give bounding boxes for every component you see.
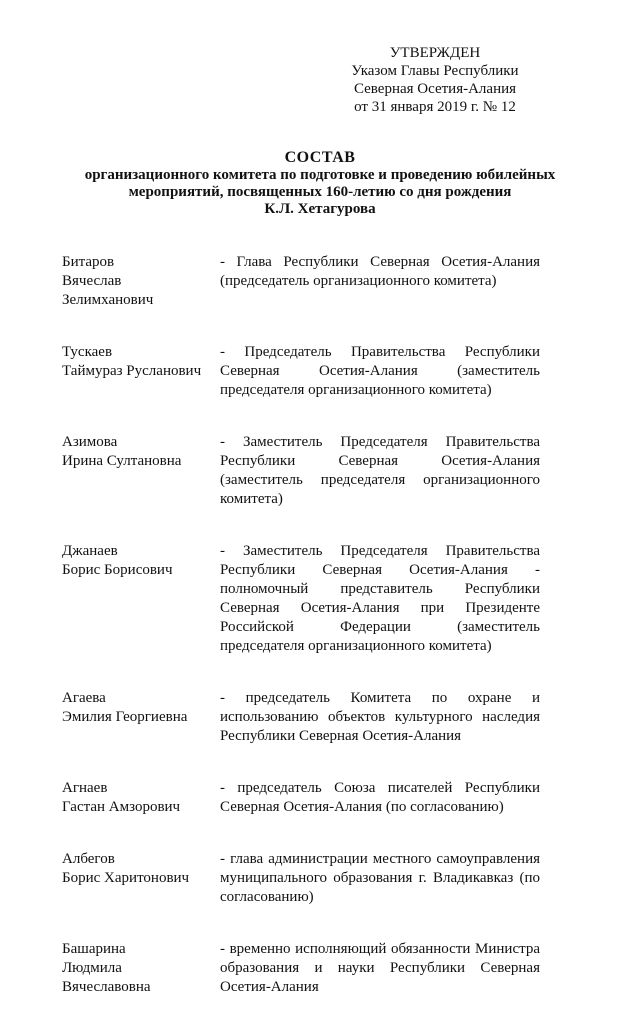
member-entry <box>62 433 542 509</box>
member-surname: Джанаев <box>62 543 118 559</box>
member-name <box>62 542 220 656</box>
member-name <box>62 433 220 509</box>
member-entry <box>62 343 542 400</box>
approval-decree: Указом Главы Республики <box>351 63 519 79</box>
approval-date-number: от 31 января 2019 г. № 12 <box>354 99 516 115</box>
member-given-name: Таймураз Русланович <box>62 363 202 379</box>
member-role: - Глава Республики Северная Осетия-Алания (председатель организационного комитета) <box>220 254 540 289</box>
member-name <box>62 940 220 997</box>
member-role: - Заместитель Председателя Правительства Республики Северная Осетия-Алания (заместитель председателя организационного комитета) <box>220 434 540 507</box>
title-line-1: организационного комитета по подготовке и проведению юбилейных <box>84 167 556 183</box>
member-given-name: Борис Харитонович <box>62 870 190 886</box>
approval-stamp <box>335 44 535 116</box>
member-surname: Азимова <box>62 434 118 450</box>
member-name <box>62 689 220 746</box>
approval-republic: Северная Осетия-Алания <box>353 81 517 97</box>
member-entry <box>62 253 542 310</box>
member-name <box>62 343 220 400</box>
title-line-2: мероприятий, посвященных 160-летию со дня рождения <box>128 184 512 200</box>
member-surname: Тускаев <box>62 344 113 360</box>
member-surname: Агаева <box>62 690 106 706</box>
member-given-name: Вячеслав <box>62 273 122 289</box>
member-patronymic: Зелимханович <box>62 292 154 308</box>
member-surname: Битаров <box>62 254 115 270</box>
member-entry <box>62 940 542 997</box>
member-name <box>62 850 220 907</box>
member-role: - временно исполняющий обязанности Министра образования и науки Республики Северная Осетия-Алания <box>220 941 540 995</box>
member-surname: Албегов <box>62 851 115 867</box>
member-role: - Председатель Правительства Республики Северная Осетия-Алания (заместитель председателя организационного комитета) <box>220 344 540 398</box>
member-given-name: Людмила <box>62 960 122 976</box>
member-role: - Заместитель Председателя Правительства Республики Северная Осетия-Алания - полномочный представитель Республики Северная Осетия-Алания при Президенте Российской Федерации (заместитель председателя организационного комитета) <box>220 543 540 654</box>
document-title <box>40 149 600 218</box>
member-entry <box>62 850 542 907</box>
member-entry <box>62 542 542 656</box>
member-surname: Агнаев <box>62 780 108 796</box>
member-entry <box>62 689 542 746</box>
member-entry <box>62 779 542 817</box>
member-given-name: Ирина Султановна <box>62 453 182 469</box>
member-role: - председатель Комитета по охране и использованию объектов культурного наследия Республики Северная Осетия-Алания <box>220 690 540 744</box>
title-main: СОСТАВ <box>284 149 356 166</box>
member-given-name: Гастан Амзорович <box>62 799 181 815</box>
title-line-3: К.Л. Хетагурова <box>264 201 376 217</box>
member-list <box>62 253 542 1030</box>
member-name <box>62 779 220 817</box>
member-surname: Башарина <box>62 941 126 957</box>
member-name <box>62 253 220 310</box>
member-role: - председатель Союза писателей Республики Северная Осетия-Алания (по согласованию) <box>220 780 540 815</box>
member-given-name: Эмилия Георгиевна <box>62 709 188 725</box>
member-patronymic: Вячеславовна <box>62 979 151 995</box>
member-role: - глава администрации местного самоуправления муниципального образования г. Владикавказ (по согласованию) <box>220 851 540 905</box>
approval-heading: УТВЕРЖДЕН <box>389 45 481 61</box>
member-given-name: Борис Борисович <box>62 562 173 578</box>
